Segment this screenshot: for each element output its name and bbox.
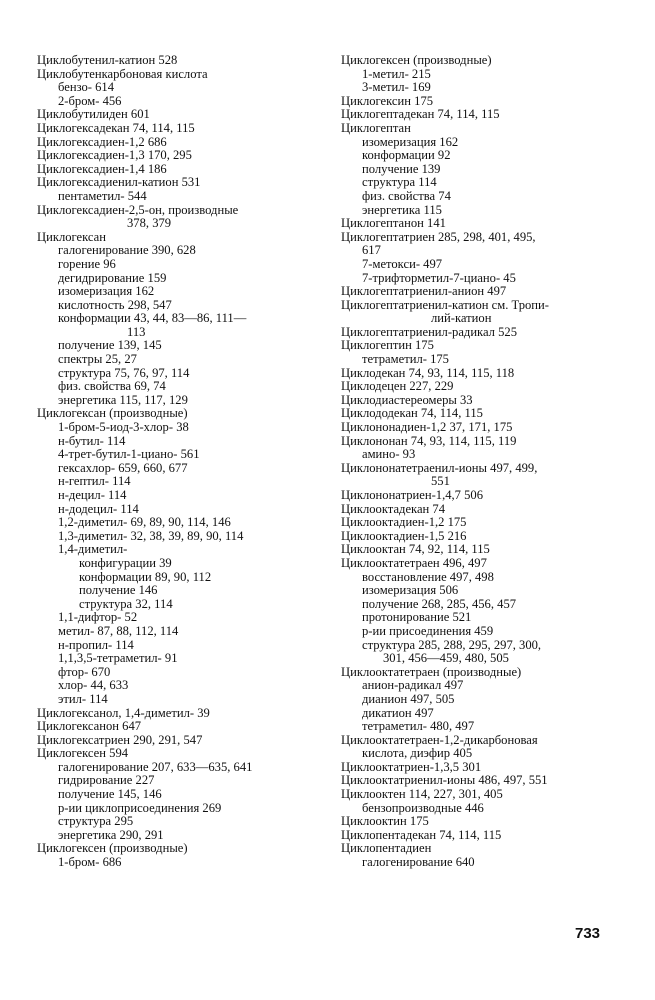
index-continuation: 551 <box>431 474 450 489</box>
index-subentry: физ. свойства 74 <box>362 188 451 203</box>
index-subentry: физ. свойства 69, 74 <box>58 379 166 394</box>
index-subentry: тетраметил- 480, 497 <box>362 719 475 734</box>
index-subentry: структура 75, 76, 97, 114 <box>58 365 190 380</box>
index-entry: Циклогептин 175 <box>341 338 434 353</box>
index-entry: Циклооктатриенил-ионы 486, 497, 551 <box>341 773 548 788</box>
index-subentry: структура 285, 288, 295, 297, 300, <box>362 637 542 652</box>
index-entry: Циклооктатриен-1,3,5 301 <box>341 759 482 774</box>
index-subentry: хлор- 44, 633 <box>58 678 129 693</box>
index-subentry: метил- 87, 88, 112, 114 <box>58 623 179 638</box>
index-entry: Циклодиастереомеры 33 <box>341 392 473 407</box>
index-entry: Циклогептатриенил-анион 497 <box>341 284 507 299</box>
index-continuation: кислота, диэфир 405 <box>362 746 473 761</box>
index-entry: Циклодецен 227, 229 <box>341 379 454 394</box>
index-continuation: 378, 379 <box>127 216 172 231</box>
index-subentry: горение 96 <box>58 256 116 271</box>
index-subentry: 1,3-диметил- 32, 38, 39, 89, 90, 114 <box>58 528 244 543</box>
index-subentry: н-пропил- 114 <box>58 637 134 652</box>
index-subentry: энергетика 115 <box>362 202 442 217</box>
index-entry: Циклооктадиен-1,2 175 <box>341 515 467 530</box>
index-subentry: энергетика 115, 117, 129 <box>58 392 188 407</box>
index-subentry: структура 295 <box>58 814 134 829</box>
index-subentry: амино- 93 <box>362 447 416 462</box>
index-entry: Циклобутенкарбоновая кислота <box>37 66 208 81</box>
index-subentry: конформации 89, 90, 112 <box>79 569 212 584</box>
index-subentry: 4-трет-бутил-1-циано- 561 <box>58 447 200 462</box>
index-subentry: тетраметил- 175 <box>362 352 449 367</box>
index-entry: Циклогексадиен-1,2 686 <box>37 134 167 149</box>
index-subentry: получение 145, 146 <box>58 787 162 802</box>
index-column-right <box>341 54 603 870</box>
index-subentry: получение 146 <box>79 583 158 598</box>
index-entry: Циклогексан <box>37 229 107 244</box>
index-entry: Циклогептатриен 285, 298, 401, 495, <box>341 229 536 244</box>
index-subentry: н-гептил- 114 <box>58 474 131 489</box>
index-subentry: дикатион 497 <box>362 705 434 720</box>
index-subentry: получение 268, 285, 456, 457 <box>362 596 517 611</box>
index-entry: Циклооктадекан 74 <box>341 501 446 516</box>
index-subentry: конформации 43, 44, 83—86, 111— <box>58 311 247 326</box>
index-entry: Циклогексанол, 1,4-диметил- 39 <box>37 705 210 720</box>
index-subentry: галогенирование 207, 633—635, 641 <box>58 759 253 774</box>
index-subentry: 1-бром-5-иод-3-хлор- 38 <box>58 420 189 435</box>
index-subentry: галогенирование 390, 628 <box>58 243 196 258</box>
index-subentry: бензопроизводные 446 <box>362 800 484 815</box>
index-entry: Циклооктатетраен (производные) <box>341 664 522 679</box>
index-entry: Циклооктин 175 <box>341 814 429 829</box>
index-subentry: 1-метил- 215 <box>362 66 431 81</box>
index-entry: Циклононатетраенил-ионы 497, 499, <box>341 460 538 475</box>
index-subentry: 2-бром- 456 <box>58 93 122 108</box>
index-entry: Циклогексен (производные) <box>341 53 492 67</box>
index-subentry: структура 114 <box>362 175 437 190</box>
index-subentry: 617 <box>362 243 381 258</box>
index-entry: Циклогексен (производные) <box>37 841 188 856</box>
index-entry: Циклооктан 74, 92, 114, 115 <box>341 542 490 557</box>
index-subentry: пентаметил- 544 <box>58 188 147 203</box>
index-entry: Циклогексадиенил-катион 531 <box>37 175 201 190</box>
index-subentry: н-бутил- 114 <box>58 433 126 448</box>
index-subentry: изомеризация 506 <box>362 583 459 598</box>
index-entry: Циклобутилиден 601 <box>37 107 150 122</box>
index-subentry: н-додецил- 114 <box>58 501 139 516</box>
page-number: 733 <box>575 925 601 942</box>
index-subentry: дегидрирование 159 <box>58 270 167 285</box>
index-entry: Циклогексадиен-2,5-он, производные <box>37 202 239 217</box>
index-subentry: спектры 25, 27 <box>58 352 137 367</box>
index-continuation: 113 <box>127 324 146 339</box>
index-subentry: галогенирование 640 <box>362 855 475 870</box>
index-subentry: кислотность 298, 547 <box>58 297 172 312</box>
index-subentry: бензо- 614 <box>58 80 115 95</box>
index-subentry: н-децил- 114 <box>58 488 127 502</box>
index-entry: Циклогексадекан 74, 114, 115 <box>37 120 195 135</box>
index-entry: Циклогексадиен-1,3 170, 295 <box>37 148 192 163</box>
index-subentry: структура 32, 114 <box>79 596 173 611</box>
index-entry: Циклогексанон 647 <box>37 719 142 734</box>
index-subentry: р-ии циклоприсоединения 269 <box>58 800 222 815</box>
index-entry: Циклогексен 594 <box>37 746 129 761</box>
index-entry: Циклооктадиен-1,5 216 <box>341 528 467 543</box>
index-subentry: 3-метил- 169 <box>362 80 431 95</box>
index-subentry: получение 139, 145 <box>58 338 162 353</box>
index-entry: Циклононан 74, 93, 114, 115, 119 <box>341 433 517 448</box>
index-subentry: этил- 114 <box>58 691 108 706</box>
index-subentry: энергетика 290, 291 <box>58 827 164 842</box>
index-entry: Циклогептан <box>341 120 411 135</box>
index-entry: Циклодекан 74, 93, 114, 115, 118 <box>341 365 515 380</box>
index-subentry: протонирование 521 <box>362 610 472 625</box>
index-subentry: 7-метокси- 497 <box>362 256 443 271</box>
index-entry: Циклододекан 74, 114, 115 <box>341 406 483 421</box>
index-continuation: 301, 456—459, 480, 505 <box>383 651 509 666</box>
index-entry: Циклогексадиен-1,4 186 <box>37 161 167 176</box>
index-entry: Циклогептадекан 74, 114, 115 <box>341 107 500 122</box>
index-subentry: конформации 92 <box>362 148 451 163</box>
index-continuation: лий-катион <box>431 311 492 326</box>
index-entry: Циклобутенил-катион 528 <box>37 53 178 67</box>
index-entry: Циклононатриен-1,4,7 506 <box>341 488 484 502</box>
index-entry: Циклооктатетраен-1,2-дикарбоновая <box>341 732 538 747</box>
index-entry: Циклогексин 175 <box>341 93 434 108</box>
index-subentry: изомеризация 162 <box>58 284 155 299</box>
index-subentry: гексахлор- 659, 660, 677 <box>58 460 188 475</box>
index-subentry: фтор- 670 <box>58 664 111 679</box>
index-entry: Циклооктен 114, 227, 301, 405 <box>341 787 503 802</box>
index-subentry: 1,1-дифтор- 52 <box>58 610 138 625</box>
index-entry: Циклооктатетраен 496, 497 <box>341 555 487 570</box>
index-entry: Циклононадиен-1,2 37, 171, 175 <box>341 420 513 435</box>
index-subentry: восстановление 497, 498 <box>362 569 494 584</box>
index-subentry: 7-трифторметил-7-циано- 45 <box>362 270 516 285</box>
index-subentry: изомеризация 162 <box>362 134 459 149</box>
index-entry: Циклопентадекан 74, 114, 115 <box>341 827 502 842</box>
index-entry: Циклопентадиен <box>341 841 432 856</box>
index-subentry: получение 139 <box>362 161 441 176</box>
index-subentry: дианион 497, 505 <box>362 691 455 706</box>
index-entry: Циклогексан (производные) <box>37 406 188 421</box>
index-subentry: 1,2-диметил- 69, 89, 90, 114, 146 <box>58 515 231 530</box>
index-entry: Циклогептатриенил-катион см. Тропи- <box>341 297 549 312</box>
index-subentry: 1,4-диметил- <box>58 542 128 557</box>
index-entry: Циклогексатриен 290, 291, 547 <box>37 732 203 747</box>
index-entry: Циклогептатриенил-радикал 525 <box>341 324 518 339</box>
index-subentry: р-ии присоединения 459 <box>362 623 494 638</box>
index-entry: Циклогептанон 141 <box>341 216 446 231</box>
index-column-left <box>37 54 299 870</box>
index-subentry: анион-радикал 497 <box>362 678 464 693</box>
index-subentry: гидрирование 227 <box>58 773 155 788</box>
index-subentry: 1,1,3,5-тетраметил- 91 <box>58 651 178 666</box>
index-subentry: 1-бром- 686 <box>58 855 122 870</box>
index-subentry: конфигурации 39 <box>79 555 172 570</box>
